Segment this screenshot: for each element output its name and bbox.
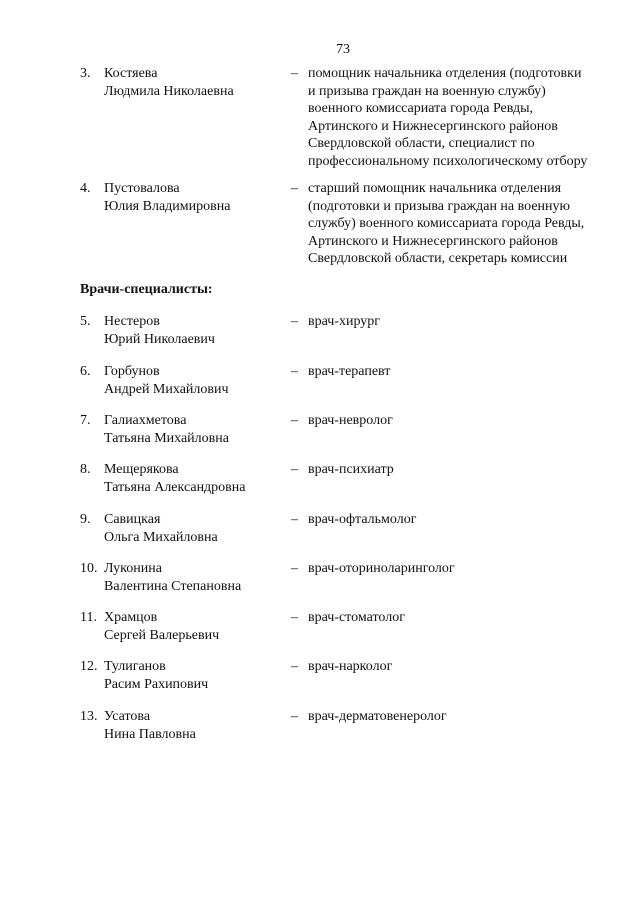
doctor-entry xyxy=(80,609,620,649)
surname: Костяева xyxy=(104,66,158,81)
doctor-role: врач-нарколог xyxy=(308,659,393,674)
surname: Храмцов xyxy=(104,610,158,625)
doctor-name xyxy=(104,313,284,348)
doctor-entry xyxy=(80,708,620,748)
doctor-role: врач-дерматовенеролог xyxy=(308,709,447,724)
surname: Галиахметова xyxy=(104,413,187,428)
role-line: профессиональному психологическому отбору xyxy=(308,153,588,169)
doctor-entry xyxy=(80,511,620,551)
entry-number: 8. xyxy=(80,462,91,477)
member-name xyxy=(104,65,284,100)
doctor-name xyxy=(104,461,284,496)
doctor-role: врач-хирург xyxy=(308,314,381,329)
doctor-name xyxy=(104,708,284,743)
entry-number: 3. xyxy=(80,66,91,81)
given-names: Сергей Валерьевич xyxy=(104,627,220,643)
role-line: службу) военного комиссариата города Ревды, xyxy=(308,216,585,231)
surname: Горбунов xyxy=(104,364,160,379)
entry-number: 11. xyxy=(80,610,97,625)
dash-separator: – xyxy=(291,512,298,527)
dash-separator: – xyxy=(291,462,298,477)
doctor-role: врач-терапевт xyxy=(308,364,391,379)
role-line: старший помощник начальника отделения xyxy=(308,181,562,196)
section-heading: Врачи-специалисты: xyxy=(80,282,213,297)
dash-separator: – xyxy=(291,181,298,196)
dash-separator: – xyxy=(291,610,298,625)
surname: Савицкая xyxy=(104,512,161,527)
doctor-entry xyxy=(80,658,620,698)
member-role xyxy=(308,180,628,268)
entry-number: 6. xyxy=(80,364,91,379)
doctor-entry xyxy=(80,461,620,501)
role-line: помощник начальника отделения (подготовки xyxy=(308,66,582,81)
doctor-role: врач-психиатр xyxy=(308,462,394,477)
dash-separator: – xyxy=(291,413,298,428)
doctor-name xyxy=(104,511,284,546)
given-names: Андрей Михайлович xyxy=(104,381,229,397)
doctor-entry xyxy=(80,313,620,353)
given-names: Татьяна Михайловна xyxy=(104,430,229,446)
surname: Нестеров xyxy=(104,314,160,329)
doctor-name xyxy=(104,560,284,595)
doctor-name xyxy=(104,363,284,398)
doctor-entry xyxy=(80,363,620,403)
given-names: Юрий Николаевич xyxy=(104,331,215,347)
member-entry xyxy=(80,65,620,175)
dash-separator: – xyxy=(291,659,298,674)
surname: Мещерякова xyxy=(104,462,179,477)
member-name xyxy=(104,180,284,215)
entry-number: 5. xyxy=(80,314,91,329)
role-line: Артинского и Нижнесергинского районов xyxy=(308,118,558,134)
dash-separator: – xyxy=(291,709,298,724)
role-line: Свердловской области, специалист по xyxy=(308,136,535,151)
dash-separator: – xyxy=(291,66,298,81)
entry-number: 7. xyxy=(80,413,91,428)
given-names: Нина Павловна xyxy=(104,726,196,742)
page-number: 73 xyxy=(336,42,350,57)
doctor-role: врач-оториноларинголог xyxy=(308,561,455,576)
member-role xyxy=(308,65,628,170)
dash-separator: – xyxy=(291,364,298,379)
given-names: Ольга Михайловна xyxy=(104,529,218,545)
role-line: Артинского и Нижнесергинского районов xyxy=(308,233,558,249)
role-line: военного комиссариата города Ревды, xyxy=(308,101,534,116)
dash-separator: – xyxy=(291,314,298,329)
role-line: Свердловской области, секретарь комиссии xyxy=(308,251,568,266)
given-names: Людмила Николаевна xyxy=(104,83,234,99)
doctor-role: врач-офтальмолог xyxy=(308,512,417,527)
doctor-entry xyxy=(80,560,620,600)
surname: Тулиганов xyxy=(104,659,166,674)
entry-number: 13. xyxy=(80,709,98,724)
member-entry xyxy=(80,180,620,272)
entry-number: 12. xyxy=(80,659,98,674)
doctor-role: врач-стоматолог xyxy=(308,610,405,625)
dash-separator: – xyxy=(291,561,298,576)
doctor-entry xyxy=(80,412,620,452)
given-names: Юлия Владимировна xyxy=(104,198,231,214)
doctor-name xyxy=(104,609,284,644)
entry-number: 9. xyxy=(80,512,91,527)
surname: Усатова xyxy=(104,709,151,724)
surname: Пустовалова xyxy=(104,181,180,196)
role-line: и призыва граждан на военную службу) xyxy=(308,83,546,99)
entry-number: 4. xyxy=(80,181,91,196)
given-names: Валентина Степановна xyxy=(104,578,242,594)
given-names: Татьяна Александровна xyxy=(104,479,246,495)
role-line: (подготовки и призыва граждан на военную xyxy=(308,198,570,214)
doctor-role: врач-невролог xyxy=(308,413,393,428)
given-names: Расим Рахипович xyxy=(104,676,209,692)
entry-number: 10. xyxy=(80,561,98,576)
surname: Луконина xyxy=(104,561,162,576)
doctor-name xyxy=(104,412,284,447)
doctor-name xyxy=(104,658,284,693)
